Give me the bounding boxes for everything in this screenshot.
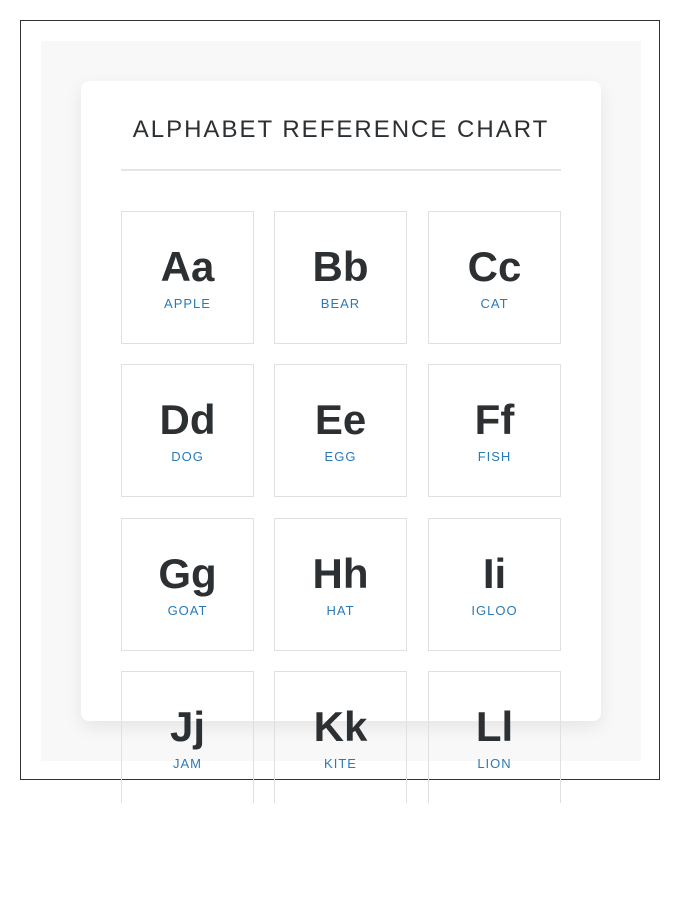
tile-letter: Hh <box>312 550 369 597</box>
letter-tile <box>274 671 407 803</box>
letter-tile <box>274 364 407 497</box>
tile-letter: Cc <box>467 243 522 290</box>
title-divider <box>121 169 561 171</box>
letter-tile <box>121 211 254 344</box>
letter-tile <box>428 364 561 497</box>
tile-word: GOAT <box>167 603 208 618</box>
tile-letter: Kk <box>313 703 368 750</box>
tile-word: JAM <box>173 756 202 771</box>
tile-letter: Ii <box>482 550 507 597</box>
letter-tile <box>428 211 561 344</box>
tile-letter: Dd <box>159 396 216 443</box>
tile-word: EGG <box>324 449 357 464</box>
letter-tile <box>121 364 254 497</box>
tile-word: BEAR <box>320 296 361 311</box>
letter-tile <box>428 518 561 651</box>
tile-letter: Ll <box>475 703 514 750</box>
tile-word: DOG <box>171 449 204 464</box>
letter-tile <box>428 671 561 803</box>
tile-word: LION <box>477 756 512 771</box>
tile-word: HAT <box>326 603 355 618</box>
tile-letter: Ff <box>474 396 515 443</box>
letter-tile <box>274 211 407 344</box>
tile-word: FISH <box>477 449 512 464</box>
tile-letter: Gg <box>158 550 217 597</box>
alphabet-grid <box>121 211 561 803</box>
tile-word: APPLE <box>164 296 211 311</box>
letter-tile <box>274 518 407 651</box>
tile-letter: Bb <box>312 243 369 290</box>
page-title: ALPHABET REFERENCE CHART <box>132 116 550 143</box>
tile-word: KITE <box>324 756 357 771</box>
letter-tile <box>121 518 254 651</box>
tile-letter: Jj <box>169 703 206 750</box>
tile-letter: Aa <box>160 243 215 290</box>
tile-letter: Ee <box>314 396 367 443</box>
letter-tile <box>121 671 254 803</box>
tile-word: IGLOO <box>471 603 518 618</box>
tile-word: CAT <box>480 296 509 311</box>
